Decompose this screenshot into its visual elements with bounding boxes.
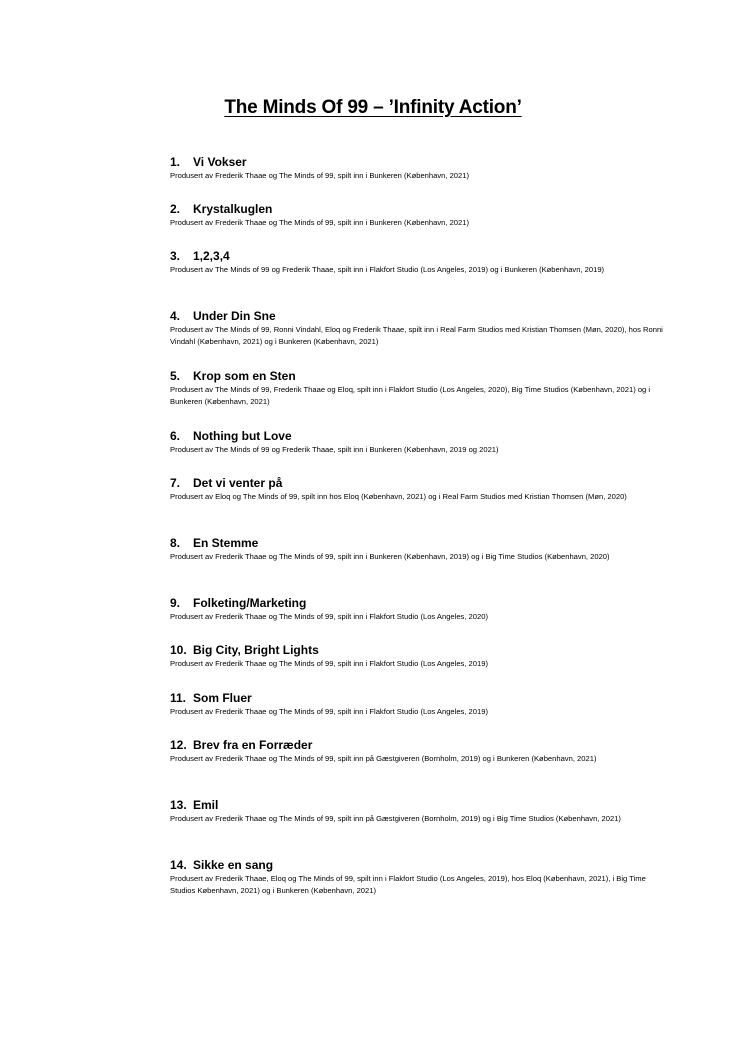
track-heading bbox=[170, 476, 670, 491]
track-title: Emil bbox=[193, 798, 219, 812]
track-credit: Produsert av Frederik Thaae, Eloq og The Minds of 99, spilt inn i Flakfort Studio (Los Angeles, 2019), hos Eloq (København, 2021), i Big Time Studios København, 2021) og i Bunkeren (København, 2021) bbox=[170, 874, 646, 895]
track-credit: Produsert av The Minds of 99, Frederik Thaae og Eloq, spilt inn i Flakfort Studio (Los Angeles, 2020), Big Time Studios (København, 2021) og i Bunkeren (København, 2021) bbox=[170, 385, 651, 406]
track-heading bbox=[170, 691, 670, 706]
track-heading bbox=[170, 249, 670, 264]
track-heading bbox=[170, 309, 670, 324]
track-credit: Produsert av Frederik Thaae og The Minds of 99, spilt inn i Bunkeren (København, 2021) bbox=[170, 218, 469, 227]
track-number: 3. bbox=[170, 249, 181, 263]
track-item bbox=[170, 429, 670, 456]
track-item bbox=[170, 798, 670, 825]
track-title: Det vi venter på bbox=[193, 476, 283, 490]
track-number: 4. bbox=[170, 309, 181, 323]
track-heading bbox=[170, 643, 670, 658]
track-item bbox=[170, 155, 670, 182]
track-item bbox=[170, 858, 670, 897]
track-title: Krop som en Sten bbox=[193, 369, 296, 383]
track-heading bbox=[170, 155, 670, 170]
track-title: 1,2,3,4 bbox=[193, 249, 230, 263]
track-number: 13. bbox=[170, 798, 187, 812]
track-heading bbox=[170, 202, 670, 217]
track-heading bbox=[170, 369, 670, 384]
track-credit: Produsert av Frederik Thaae og The Minds of 99, spilt inn i Flakfort Studio (Los Angeles, 2019) bbox=[170, 707, 488, 716]
track-item bbox=[170, 643, 670, 670]
track-credit: Produsert av Eloq og The Minds of 99, spilt inn hos Eloq (København, 2021) og i Real Farm Studios med Kristian Thomsen (Møn, 2020) bbox=[170, 492, 627, 501]
track-credit: Produsert av The Minds of 99 og Frederik Thaae, spilt inn i Bunkeren (København, 2019 og 2021) bbox=[170, 445, 499, 454]
track-title: Folketing/Marketing bbox=[193, 596, 307, 610]
track-credit: Produsert av Frederik Thaae og The Minds of 99, spilt inn i Flakfort Studio (Los Angeles, 2019) bbox=[170, 659, 488, 668]
track-number: 2. bbox=[170, 202, 181, 216]
track-number: 10. bbox=[170, 643, 187, 657]
track-title: Brev fra en Forræder bbox=[193, 738, 313, 752]
track-title: Som Fluer bbox=[193, 691, 252, 705]
track-number: 6. bbox=[170, 429, 181, 443]
track-credit: Produsert av Frederik Thaae og The Minds of 99, spilt inn i Bunkeren (København, 2019) og i Big Time Studios (København, 2020) bbox=[170, 552, 610, 561]
track-title: Krystalkuglen bbox=[193, 202, 273, 216]
track-heading bbox=[170, 429, 670, 444]
track-credit: Produsert av Frederik Thaae og The Minds of 99, spilt inn i Bunkeren (København, 2021) bbox=[170, 171, 469, 180]
track-item bbox=[170, 691, 670, 718]
track-item bbox=[170, 202, 670, 229]
track-number: 7. bbox=[170, 476, 181, 490]
track-item bbox=[170, 309, 670, 348]
track-number: 11. bbox=[170, 691, 187, 705]
track-item bbox=[170, 596, 670, 623]
track-heading bbox=[170, 798, 670, 813]
track-item bbox=[170, 476, 670, 503]
track-number: 5. bbox=[170, 369, 181, 383]
track-number: 12. bbox=[170, 738, 187, 752]
track-title: Vi Vokser bbox=[193, 155, 247, 169]
track-credit: Produsert av Frederik Thaae og The Minds of 99, spilt inn i Flakfort Studio (Los Angeles, 2020) bbox=[170, 612, 488, 621]
track-item bbox=[170, 738, 670, 765]
track-credit: Produsert av Frederik Thaae og The Minds of 99, spilt inn på Gæstgiveren (Bornholm, 2019) og i Big Time Studios (København, 2021) bbox=[170, 814, 621, 823]
track-title: Sikke en sang bbox=[193, 858, 274, 872]
track-credit: Produsert av The Minds of 99, Ronni Vindahl, Eloq og Frederik Thaae, spilt inn i Real Farm Studios med Kristian Thomsen (Møn, 2020), hos Ronni Vindahl (København, 2021) og i Bunkeren (København, 2021) bbox=[170, 325, 663, 346]
track-title: Nothing but Love bbox=[193, 429, 292, 443]
track-number: 8. bbox=[170, 536, 181, 550]
track-title: Big City, Bright Lights bbox=[193, 643, 319, 657]
track-credit: Produsert av Frederik Thaae og The Minds of 99, spilt inn på Gæstgiveren (Bornholm, 2019) og i Bunkeren (København, 2021) bbox=[170, 754, 597, 763]
track-heading bbox=[170, 536, 670, 551]
page-title: The Minds Of 99 – ’Infinity Action’ bbox=[224, 97, 522, 118]
track-title: En Stemme bbox=[193, 536, 259, 550]
track-heading bbox=[170, 858, 670, 873]
track-number: 9. bbox=[170, 596, 181, 610]
track-credit: Produsert av The Minds of 99 og Frederik Thaae, spilt inn i Flakfort Studio (Los Angeles, 2019) og i Bunkeren (København, 2019) bbox=[170, 265, 605, 274]
track-title: Under Din Sne bbox=[193, 309, 276, 323]
track-number: 1. bbox=[170, 155, 181, 169]
track-item bbox=[170, 249, 670, 276]
track-heading bbox=[170, 596, 670, 611]
track-item bbox=[170, 536, 670, 563]
track-number: 14. bbox=[170, 858, 187, 872]
track-item bbox=[170, 369, 670, 408]
track-heading bbox=[170, 738, 670, 753]
